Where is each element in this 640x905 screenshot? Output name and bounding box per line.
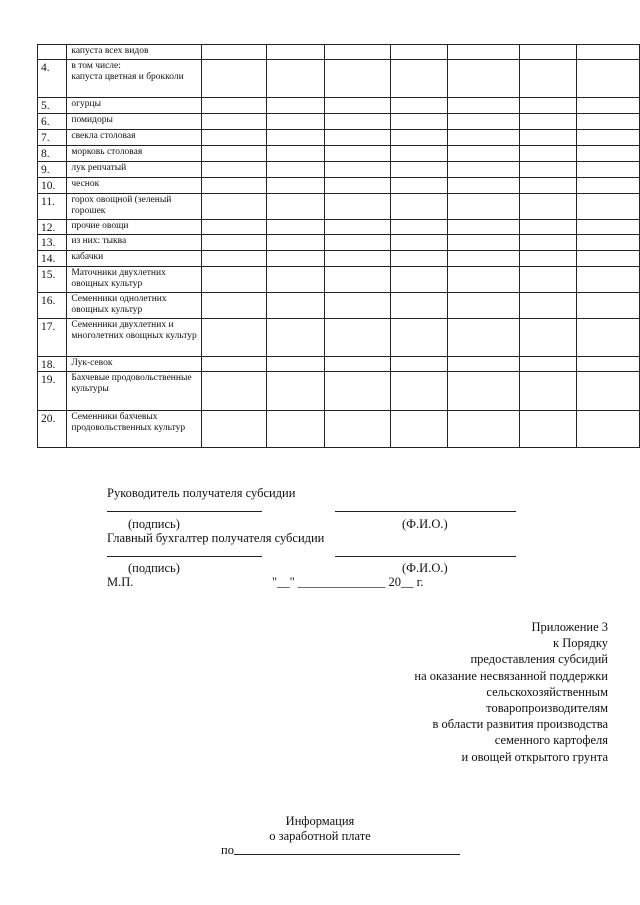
value-cell: [324, 267, 390, 293]
crop-name: помидоры: [67, 114, 201, 130]
value-cell: [391, 251, 448, 267]
appendix-line: семенного картофеля: [494, 733, 608, 748]
value-cell: [447, 114, 519, 130]
value-cell: [391, 194, 448, 220]
head-label: Руководитель получателя субсидии: [107, 486, 296, 500]
value-cell: [577, 45, 640, 60]
value-cell: [577, 293, 640, 319]
value-cell: [201, 267, 266, 293]
value-cell: [519, 45, 577, 60]
value-cell: [391, 146, 448, 162]
value-cell: [391, 130, 448, 146]
value-cell: [447, 178, 519, 194]
crop-name: Маточники двухлетних овощных культур: [67, 267, 201, 293]
value-cell: [447, 372, 519, 411]
appendix-line: предоставления субсидий: [470, 652, 608, 667]
crop-name: лук репчатый: [67, 162, 201, 178]
value-cell: [324, 130, 390, 146]
appendix-header: [414, 619, 608, 765]
appendix-line: и овощей открытого грунта: [461, 749, 608, 764]
value-cell: [447, 130, 519, 146]
vegetable-crops-table: [37, 44, 640, 448]
value-cell: [201, 114, 266, 130]
value-cell: [201, 162, 266, 178]
value-cell: [519, 319, 577, 357]
value-cell: [391, 220, 448, 235]
info-by-line: [234, 854, 460, 855]
table-row: [38, 178, 640, 194]
value-cell: [267, 45, 325, 60]
value-cell: [201, 357, 266, 372]
value-cell: [201, 130, 266, 146]
crop-name: Семенники бахчевых продовольственных культур: [67, 411, 201, 448]
value-cell: [447, 60, 519, 98]
value-cell: [447, 319, 519, 357]
value-cell: [324, 411, 390, 448]
value-cell: [519, 98, 577, 114]
value-cell: [577, 178, 640, 194]
table-row: [38, 194, 640, 220]
value-cell: [447, 267, 519, 293]
value-cell: [201, 293, 266, 319]
value-cell: [324, 60, 390, 98]
value-cell: [519, 162, 577, 178]
crop-name: горох овощной (зеленый горошек: [67, 194, 201, 220]
value-cell: [201, 98, 266, 114]
appendix-line: к Порядку: [553, 636, 608, 651]
value-cell: [391, 357, 448, 372]
value-cell: [324, 146, 390, 162]
value-cell: [519, 146, 577, 162]
value-cell: [391, 162, 448, 178]
value-cell: [519, 114, 577, 130]
value-cell: [577, 372, 640, 411]
crop-name: Лук-севок: [67, 357, 201, 372]
value-cell: [577, 114, 640, 130]
value-cell: [447, 162, 519, 178]
row-number: 15.: [38, 267, 67, 293]
value-cell: [267, 146, 325, 162]
value-cell: [324, 162, 390, 178]
value-cell: [577, 319, 640, 357]
info-by-label: по: [221, 843, 234, 857]
row-number: [38, 45, 67, 60]
value-cell: [201, 251, 266, 267]
value-cell: [267, 293, 325, 319]
value-cell: [201, 178, 266, 194]
table-row: [38, 114, 640, 130]
head-fio-caption: (Ф.И.О.): [402, 517, 448, 531]
crop-name: Бахчевые продовольственные культуры: [67, 372, 201, 411]
value-cell: [577, 235, 640, 251]
row-number: 16.: [38, 293, 67, 319]
value-cell: [519, 411, 577, 448]
value-cell: [577, 220, 640, 235]
row-number: 9.: [38, 162, 67, 178]
table-row: [38, 220, 640, 235]
value-cell: [324, 194, 390, 220]
table-row: [38, 267, 640, 293]
row-number: 11.: [38, 194, 67, 220]
value-cell: [324, 220, 390, 235]
accountant-label: Главный бухгалтер получателя субсидии: [107, 531, 325, 545]
table-row: [38, 293, 640, 319]
value-cell: [391, 319, 448, 357]
value-cell: [577, 251, 640, 267]
value-cell: [519, 235, 577, 251]
appendix-line: на оказание несвязанной поддержки: [414, 668, 608, 683]
value-cell: [391, 60, 448, 98]
value-cell: [324, 251, 390, 267]
date-line: "__" ______________ 20__ г.: [272, 575, 424, 589]
value-cell: [519, 251, 577, 267]
table-row: [38, 60, 640, 98]
table-row: [38, 130, 640, 146]
value-cell: [519, 130, 577, 146]
value-cell: [267, 235, 325, 251]
head-signature-caption: (подпись): [128, 517, 180, 531]
info-title: Информация: [285, 814, 355, 828]
value-cell: [324, 178, 390, 194]
value-cell: [577, 411, 640, 448]
value-cell: [577, 60, 640, 98]
table-row: [38, 45, 640, 60]
value-cell: [267, 220, 325, 235]
value-cell: [267, 130, 325, 146]
value-cell: [577, 98, 640, 114]
value-cell: [391, 45, 448, 60]
row-number: 10.: [38, 178, 67, 194]
value-cell: [267, 357, 325, 372]
value-cell: [577, 194, 640, 220]
appendix-line: в области развития производства: [432, 717, 608, 732]
crop-name: чеснок: [67, 178, 201, 194]
row-number: 13.: [38, 235, 67, 251]
value-cell: [267, 178, 325, 194]
row-number: 5.: [38, 98, 67, 114]
crop-name: из них: тыква: [67, 235, 201, 251]
crop-name: морковь столовая: [67, 146, 201, 162]
value-cell: [447, 251, 519, 267]
row-number: 6.: [38, 114, 67, 130]
value-cell: [519, 194, 577, 220]
crop-name: свекла столовая: [67, 130, 201, 146]
value-cell: [447, 98, 519, 114]
value-cell: [519, 178, 577, 194]
value-cell: [201, 220, 266, 235]
stamp-label: М.П.: [107, 575, 134, 589]
value-cell: [201, 319, 266, 357]
value-cell: [447, 411, 519, 448]
value-cell: [391, 178, 448, 194]
crop-name: огурцы: [67, 98, 201, 114]
value-cell: [391, 235, 448, 251]
value-cell: [447, 45, 519, 60]
value-cell: [447, 357, 519, 372]
value-cell: [267, 98, 325, 114]
head-fio-line: [335, 511, 516, 512]
table-row: [38, 357, 640, 372]
value-cell: [324, 293, 390, 319]
accountant-fio-line: [335, 556, 516, 557]
info-subtitle: о заработной плате: [269, 829, 371, 843]
value-cell: [267, 267, 325, 293]
value-cell: [201, 194, 266, 220]
value-cell: [324, 372, 390, 411]
value-cell: [267, 162, 325, 178]
value-cell: [577, 267, 640, 293]
value-cell: [519, 372, 577, 411]
value-cell: [391, 411, 448, 448]
value-cell: [267, 251, 325, 267]
table-row: [38, 411, 640, 448]
row-number: 20.: [38, 411, 67, 448]
value-cell: [577, 357, 640, 372]
table-row: [38, 251, 640, 267]
table-row: [38, 98, 640, 114]
value-cell: [519, 220, 577, 235]
value-cell: [267, 319, 325, 357]
row-number: 4.: [38, 60, 67, 98]
value-cell: [391, 293, 448, 319]
value-cell: [447, 235, 519, 251]
accountant-signature-line: [107, 556, 262, 557]
value-cell: [519, 357, 577, 372]
value-cell: [201, 411, 266, 448]
value-cell: [519, 293, 577, 319]
value-cell: [447, 220, 519, 235]
value-cell: [324, 98, 390, 114]
value-cell: [201, 146, 266, 162]
appendix-line: сельскохозяйственным: [486, 684, 608, 699]
table-row: [38, 235, 640, 251]
value-cell: [267, 60, 325, 98]
value-cell: [447, 194, 519, 220]
accountant-signature-caption: (подпись): [128, 561, 180, 575]
value-cell: [324, 235, 390, 251]
value-cell: [201, 372, 266, 411]
value-cell: [391, 114, 448, 130]
row-number: 18.: [38, 357, 67, 372]
head-signature-line: [107, 511, 262, 512]
row-number: 12.: [38, 220, 67, 235]
value-cell: [267, 194, 325, 220]
table-row: [38, 162, 640, 178]
row-number: 14.: [38, 251, 67, 267]
value-cell: [577, 130, 640, 146]
value-cell: [324, 319, 390, 357]
value-cell: [577, 146, 640, 162]
row-number: 8.: [38, 146, 67, 162]
crop-name: Семенники двухлетних и многолетних овощных культур: [67, 319, 201, 357]
value-cell: [447, 146, 519, 162]
crop-name: прочие овощи: [67, 220, 201, 235]
value-cell: [391, 98, 448, 114]
row-number: 17.: [38, 319, 67, 357]
value-cell: [391, 372, 448, 411]
table-row: [38, 372, 640, 411]
appendix-line: товаропроизводителям: [486, 701, 608, 716]
value-cell: [267, 114, 325, 130]
crop-name: в том числе: капуста цветная и брокколи: [67, 60, 201, 98]
value-cell: [324, 114, 390, 130]
value-cell: [577, 162, 640, 178]
appendix-line: Приложение 3: [531, 620, 608, 634]
row-number: 19.: [38, 372, 67, 411]
value-cell: [519, 267, 577, 293]
value-cell: [267, 411, 325, 448]
value-cell: [519, 60, 577, 98]
value-cell: [201, 60, 266, 98]
crop-name: капуста всех видов: [67, 45, 201, 60]
accountant-fio-caption: (Ф.И.О.): [402, 561, 448, 575]
value-cell: [201, 235, 266, 251]
table-row: [38, 146, 640, 162]
value-cell: [324, 45, 390, 60]
value-cell: [324, 357, 390, 372]
value-cell: [201, 45, 266, 60]
value-cell: [447, 293, 519, 319]
value-cell: [267, 372, 325, 411]
crop-name: кабачки: [67, 251, 201, 267]
table-row: [38, 319, 640, 357]
crop-name: Семенники однолетних овощных культур: [67, 293, 201, 319]
value-cell: [391, 267, 448, 293]
row-number: 7.: [38, 130, 67, 146]
